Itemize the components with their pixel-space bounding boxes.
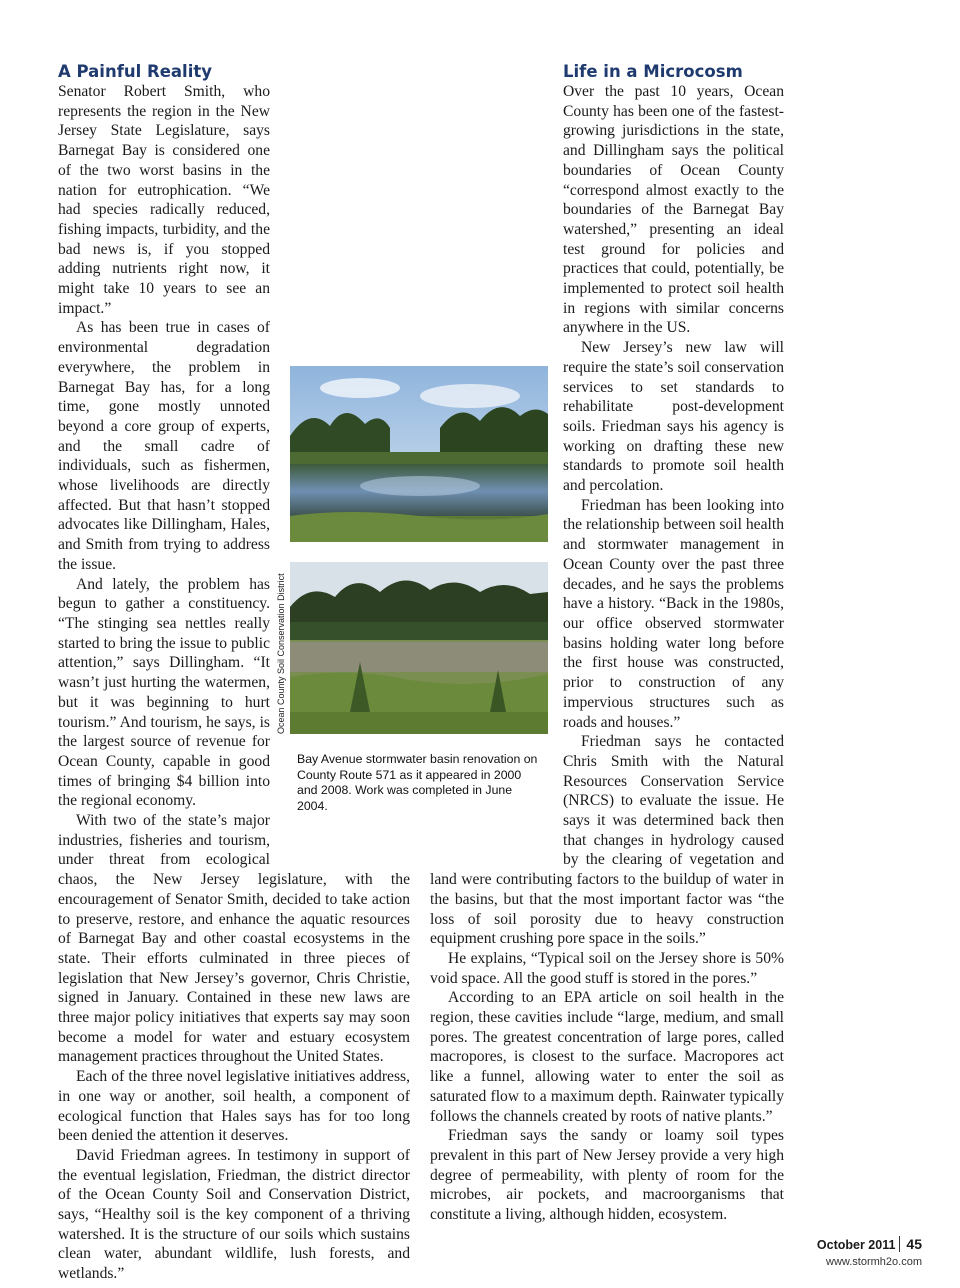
paragraph: And lately, the problem has begun to gather a constituency. “The stinging sea nettles really started to bring the issue to public attention,” says Dillingham. “It wasn’t just hurting the watermen, but it was beginning to hurt tourism.” And tourism, he says, is the largest source of revenue for Ocean County, capable in good times of bringing $4 billion into the regional economy.	[58, 575, 270, 810]
page-footer	[817, 1236, 922, 1268]
paragraph: Over the past 10 years, Ocean County has been one of the fastest-growing jurisdictions in the state, and Dillingham says the political boundaries of Ocean County “correspond almost exactly to the boundaries of the Barnegat Bay watershed,” presenting an ideal test ground for policies and practices that could, potentially, be implemented to protect soil health in regions with similar concerns anywhere in the US.	[563, 83, 784, 337]
meadow-photo	[290, 562, 548, 734]
pond-photo	[290, 366, 548, 542]
paragraph: David Friedman agrees. In testimony in support of the eventual legislation, Friedman, the district director of the Ocean County Soil and Conservation District, says, “Healthy soil is the key component of a thriving watershed. It is the structure of our soils which sustains clean water, abundant wildlife, lush forests, and wetlands.”	[58, 1146, 410, 1283]
paragraph: Each of the three novel legislative initiatives address, in one way or another, soil health, a component of ecological function that Hales says has for too long been denied the attention it deserves.	[58, 1068, 410, 1145]
photo-credit: Ocean County Soil Conservation District	[276, 573, 286, 734]
issue-date: October 2011	[816, 1238, 896, 1252]
paragraph: According to an EPA article on soil health in the region, these cavities include “large, medium, and small pores. The greatest concentration of large pores, called macropores, is closest to the surface. Macropores act like a funnel, allowing water to enter the soil as saturated flow to a maximum depth. Rainwater typically follows the channels created by roots of native plants.”	[430, 989, 784, 1125]
section-heading-painful-reality: A Painful Reality	[58, 62, 213, 81]
site-url: www.stormh2o.com	[826, 1256, 922, 1268]
photo-caption: Bay Avenue stormwater basin renovation on County Route 571 as it appeared in 2000 and 2008. Work was completed in June 2004.	[297, 752, 538, 813]
paragraph: Senator Robert Smith, who represents the region in the New Jersey State Legislature, says Barnegat Bay is considered one of the two worst basins in the nation for eutrophication. “We had species radically reduced, fishing impacts, turbidity, and the bad news is, if you stopped adding nutrients right now, it might take 10 years to see an impact.”	[58, 83, 270, 317]
page-number: 45	[899, 1236, 922, 1252]
paragraph: Friedman says the sandy or loamy soil types prevalent in this part of New Jersey provide a very high degree of permeability, with plenty of room for the microbes, air pockets, and macroorganisms that constitute a living, although hidden, ecosystem.	[430, 1127, 784, 1224]
paragraph: New Jersey’s new law will require the state’s soil conservation services to set standards to rehabilitate post-development soils. Friedman says his agency is working on drafting these new standards to promote soil health and percolation.	[563, 339, 784, 495]
paragraph: As has been true in cases of environmental degradation everywhere, the problem in Barnegat Bay has, for a long time, gone mostly unnoted beyond a core group of experts, and the small cadre of individuals, such as fishermen, whose livelihoods are directly affected. But that hasn’t stopped advocates like Dillingham, Hales, and Smith from trying to address the issue.	[58, 319, 270, 573]
paragraph: He explains, “Typical soil on the Jersey shore is 50% void space. All the good stuff is stored in the pores.”	[430, 949, 784, 987]
paragraph: With two of the state’s major industries, fisheries and tourism, under threat from ecological chaos, the New Jersey legislature, with the encouragement of Senator Smith, decided to take action to preserve, restore, and enhance the aquatic resources of Barnegat Bay and other coastal ecosystems in the state. Their efforts culminated in three pieces of legislation that New Jersey’s governor, Chris Christie, signed in January. Contained in these new laws are three major policy initiatives that experts say may soon become a model for water and estuary ecosystem management practices throughout the United States.	[58, 812, 410, 1066]
section-heading-microcosm: Life in a Microcosm	[563, 62, 743, 81]
paragraph: Friedman has been looking into the relationship between soil health and stormwater management in Ocean County over the past three decades, and he says the problems have a history. “Back in the 1980s, our office observed stormwater basins holding water long before the first house was constructed, prior to construction of any impervious structures such as roads and houses.”	[563, 496, 784, 731]
paragraph: Friedman says he contacted Chris Smith with the Natural Resources Conservation Service (NRCS) to evaluate the issue. He says it was determined back then that changes in hydrology caused by the clearing of vegetation and land were contributing factors to the buildup of water in the basins, but that the most important factor was “the loss of soil porosity due to heavy construction equipment crushing pore space in the soils.”	[430, 733, 784, 948]
